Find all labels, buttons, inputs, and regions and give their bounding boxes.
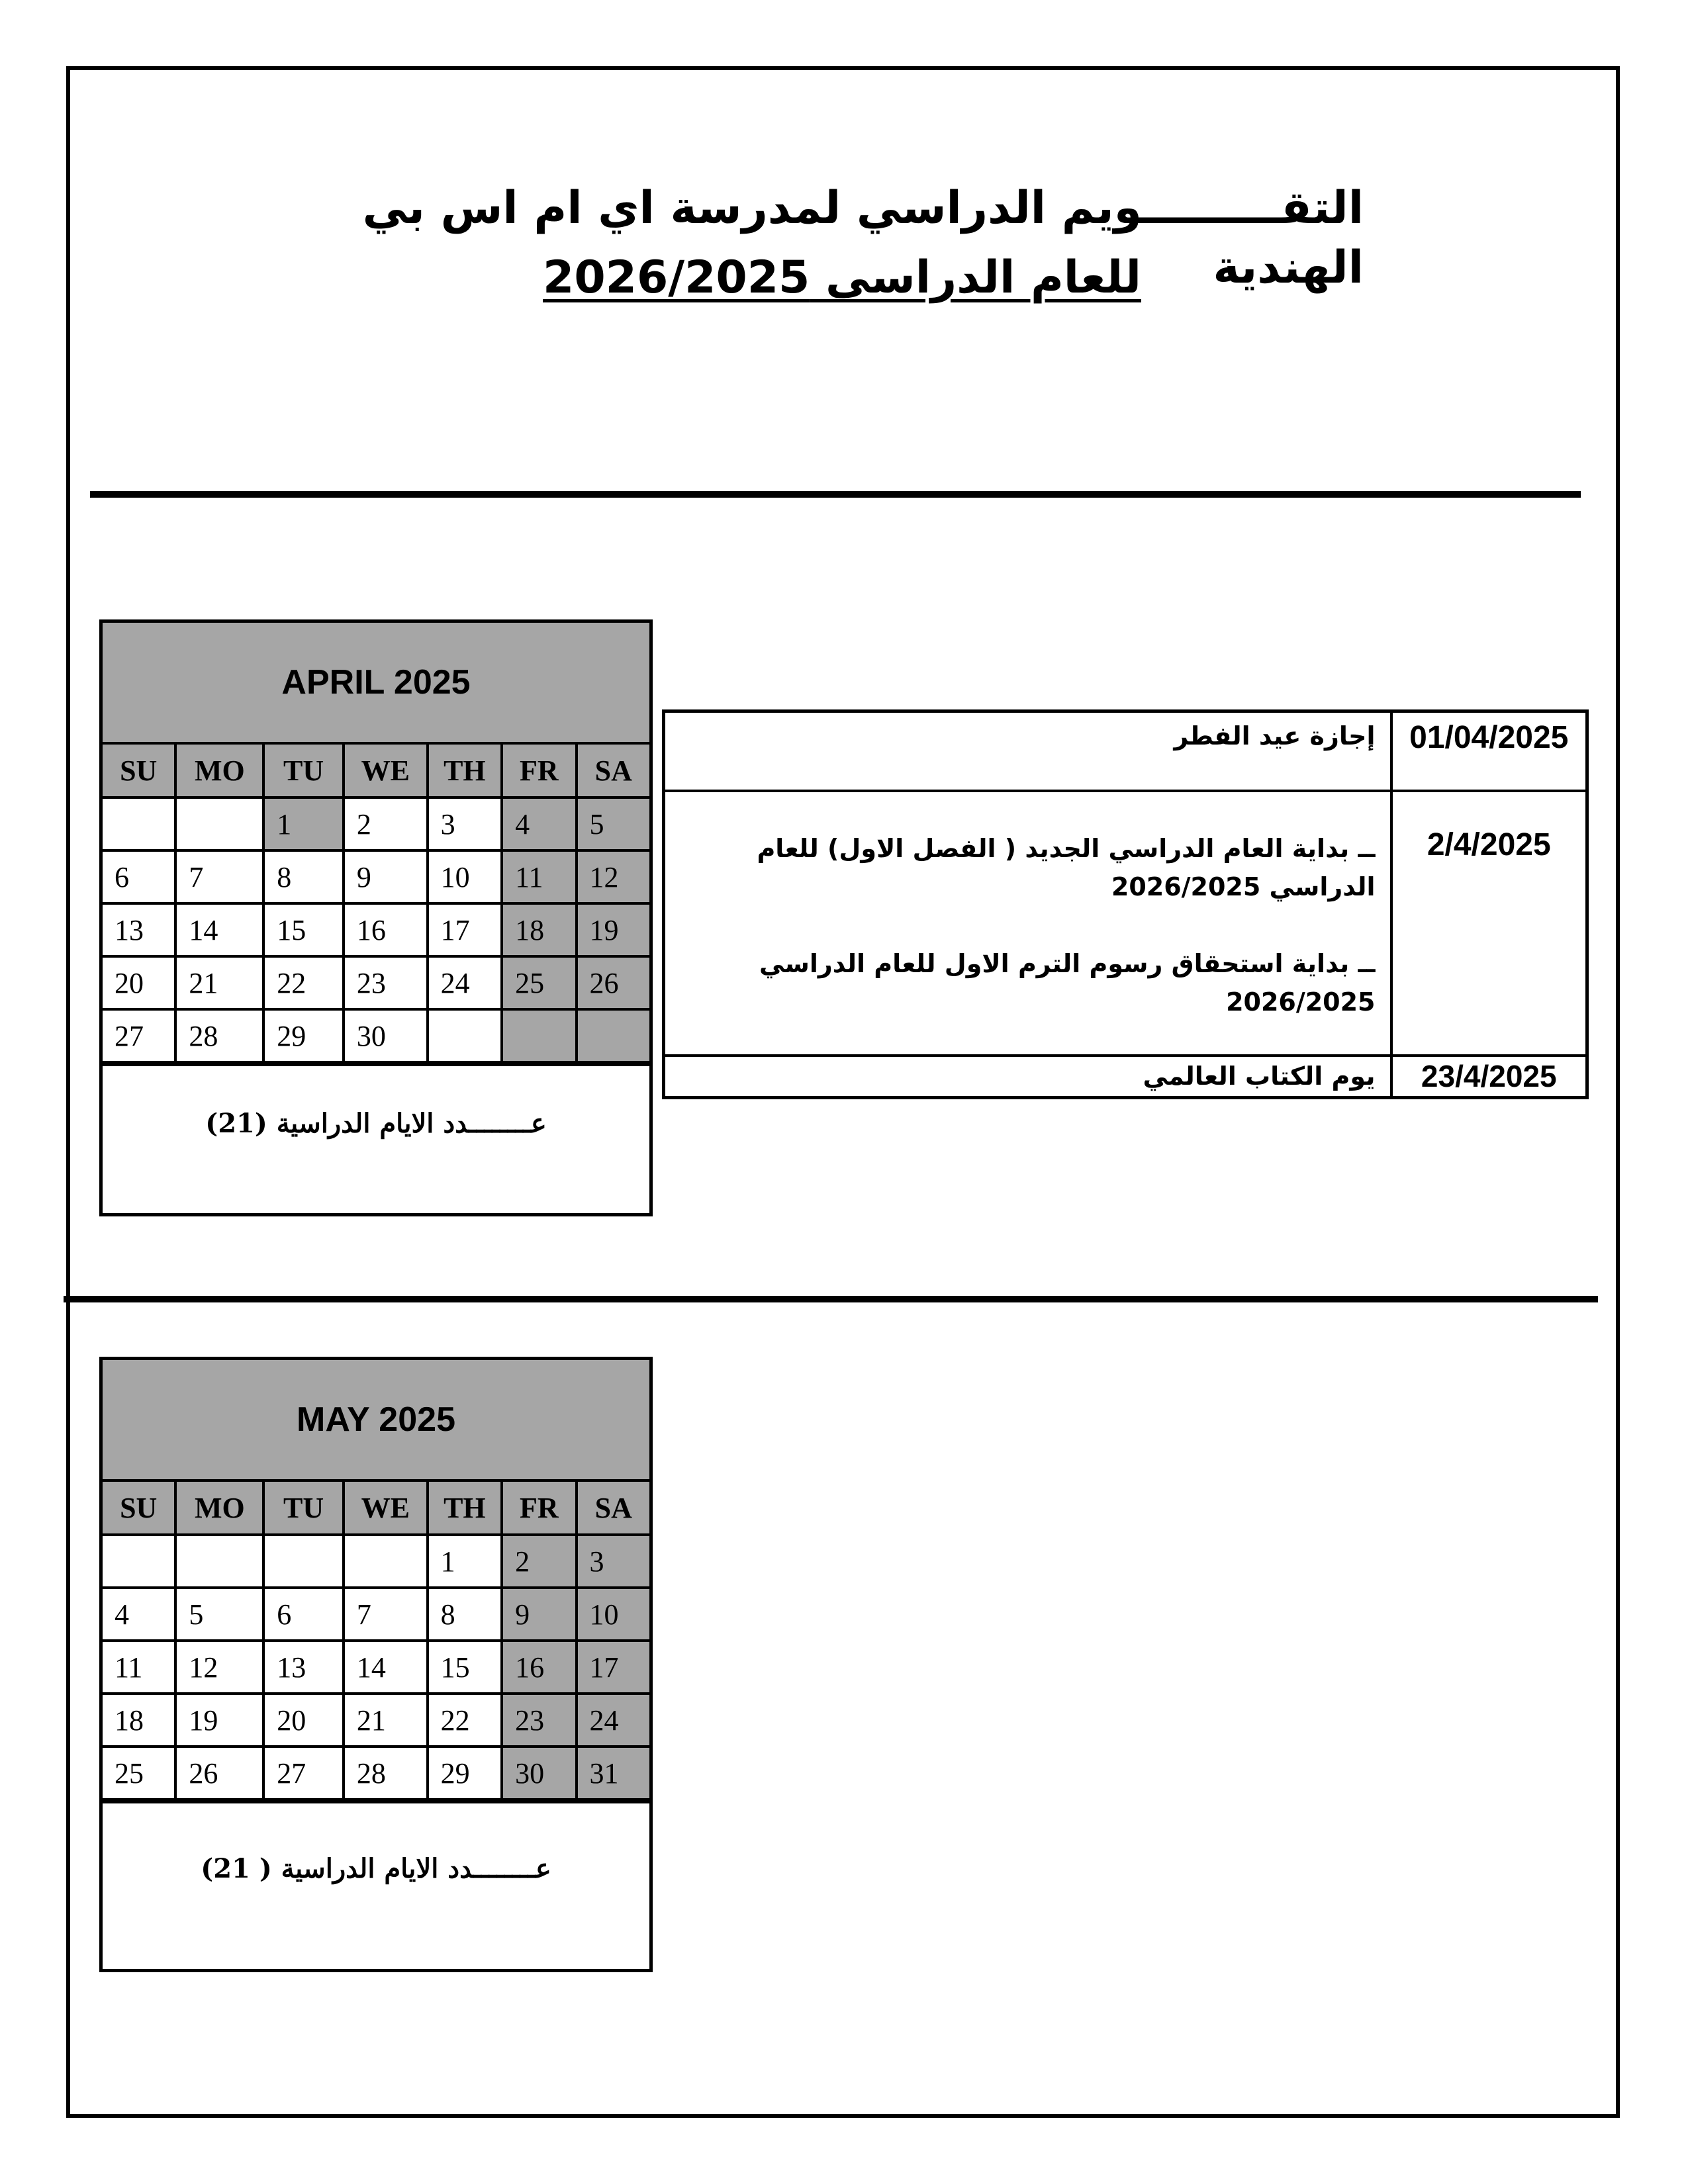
weekday-sa: SA <box>577 745 649 797</box>
calendar-day: 15 <box>428 1641 502 1694</box>
calendar-day: 29 <box>428 1747 502 1799</box>
weekday-header-row <box>103 745 649 797</box>
calendar-day: 15 <box>263 903 344 956</box>
calendar-day: 24 <box>577 1694 649 1747</box>
event-description <box>664 1056 1391 1098</box>
calendar-day: 7 <box>344 1588 428 1641</box>
calendar-week-row <box>103 850 649 903</box>
calendar-day: 17 <box>428 903 502 956</box>
calendar-day: 27 <box>263 1747 344 1799</box>
school-days-count: عــــــــدد الايام الدراسية (21) <box>103 1064 649 1180</box>
weekday-th: TH <box>428 1482 502 1535</box>
calendar-empty-cell <box>577 1009 649 1062</box>
calendar-day: 29 <box>263 1009 344 1062</box>
calendar-day: 28 <box>175 1009 263 1062</box>
calendar-day: 26 <box>175 1747 263 1799</box>
calendar-empty-cell <box>428 1009 502 1062</box>
calendar-day: 14 <box>344 1641 428 1694</box>
calendar-day: 17 <box>577 1641 649 1694</box>
calendar-week-row <box>103 956 649 1009</box>
event-date: 23/4/2025 <box>1391 1056 1587 1098</box>
calendar-week-row <box>103 1009 649 1062</box>
calendar-empty-cell <box>175 797 263 850</box>
weekday-sa: SA <box>577 1482 649 1535</box>
calendar-day: 21 <box>175 956 263 1009</box>
calendar-day: 9 <box>344 850 428 903</box>
calendar-empty-cell <box>263 1535 344 1588</box>
event-description <box>664 791 1391 1056</box>
calendar-day: 25 <box>103 1747 175 1799</box>
calendar-day: 8 <box>428 1588 502 1641</box>
calendar-month-title: MAY 2025 <box>103 1360 649 1482</box>
calendar-day: 20 <box>103 956 175 1009</box>
event-row <box>664 1056 1587 1098</box>
calendar-grid <box>103 745 649 1064</box>
weekday-su: SU <box>103 1482 175 1535</box>
calendar-day: 16 <box>344 903 428 956</box>
weekday-tu: TU <box>263 745 344 797</box>
calendar-day: 19 <box>175 1694 263 1747</box>
events-table <box>662 709 1589 1099</box>
weekday-mo: MO <box>175 745 263 797</box>
calendar-week-row <box>103 1535 649 1588</box>
calendar-day: 11 <box>103 1641 175 1694</box>
calendar-day: 2 <box>502 1535 576 1588</box>
calendar-empty-cell <box>103 797 175 850</box>
calendar-day: 28 <box>344 1747 428 1799</box>
top-divider <box>90 491 1581 498</box>
middle-divider <box>64 1296 1598 1302</box>
academic-year-subtitle: للعام الدراسى 2026/2025 <box>543 251 1141 304</box>
calendar-empty-cell <box>344 1535 428 1588</box>
calendar-day: 23 <box>344 956 428 1009</box>
weekday-fr: FR <box>502 745 576 797</box>
calendar-day: 24 <box>428 956 502 1009</box>
calendar-day: 3 <box>577 1535 649 1588</box>
calendar-day: 1 <box>263 797 344 850</box>
weekday-we: WE <box>344 1482 428 1535</box>
event-item: ــ بداية العام الدراسي الجديد ( الفصل الاول) للعام الدراسي 2026/2025 <box>757 833 1376 901</box>
calendar-day: 27 <box>103 1009 175 1062</box>
calendar-day: 13 <box>103 903 175 956</box>
calendar-day: 3 <box>428 797 502 850</box>
calendar-day: 20 <box>263 1694 344 1747</box>
calendar-day: 13 <box>263 1641 344 1694</box>
calendar-day: 10 <box>428 850 502 903</box>
calendar-day: 1 <box>428 1535 502 1588</box>
calendar-day: 8 <box>263 850 344 903</box>
calendar-day: 22 <box>263 956 344 1009</box>
calendar-day: 10 <box>577 1588 649 1641</box>
event-description <box>664 711 1391 791</box>
calendar-day: 14 <box>175 903 263 956</box>
calendar-week-row <box>103 1747 649 1799</box>
event-row <box>664 711 1587 791</box>
weekday-fr: FR <box>502 1482 576 1535</box>
event-row <box>664 791 1587 1056</box>
calendar-week-row <box>103 1694 649 1747</box>
event-date: 01/04/2025 <box>1391 711 1587 791</box>
weekday-tu: TU <box>263 1482 344 1535</box>
calendar-empty-cell <box>103 1535 175 1588</box>
calendar-month-title: APRIL 2025 <box>103 623 649 745</box>
calendar-day: 9 <box>502 1588 576 1641</box>
calendar-week-row <box>103 1641 649 1694</box>
calendar-empty-cell <box>175 1535 263 1588</box>
calendar-april <box>99 619 653 1216</box>
calendar-day: 26 <box>577 956 649 1009</box>
event-date: 2/4/2025 <box>1391 791 1587 1056</box>
weekday-su: SU <box>103 745 175 797</box>
calendar-day: 19 <box>577 903 649 956</box>
weekday-header-row <box>103 1482 649 1535</box>
calendar-day: 12 <box>577 850 649 903</box>
event-item: يوم الكتاب العالمي <box>1143 1062 1376 1091</box>
calendar-day: 11 <box>502 850 576 903</box>
calendar-week-row <box>103 797 649 850</box>
calendar-day: 22 <box>428 1694 502 1747</box>
calendar-day: 4 <box>103 1588 175 1641</box>
calendar-day: 7 <box>175 850 263 903</box>
weekday-mo: MO <box>175 1482 263 1535</box>
calendar-may <box>99 1357 653 1972</box>
event-item: إجازة عيد الفطر <box>1174 721 1376 751</box>
calendar-week-row <box>103 903 649 956</box>
calendar-day: 6 <box>263 1588 344 1641</box>
calendar-day: 6 <box>103 850 175 903</box>
calendar-day: 31 <box>577 1747 649 1799</box>
calendar-day: 4 <box>502 797 576 850</box>
weekday-we: WE <box>344 745 428 797</box>
calendar-grid <box>103 1482 649 1801</box>
calendar-day: 5 <box>577 797 649 850</box>
page-title: التقـــــــــويم الدراسي لمدرسة اي ام اس بي الهندية <box>362 182 1364 294</box>
calendar-day: 12 <box>175 1641 263 1694</box>
school-days-count: عــــــــدد الايام الدراسية ( 21) <box>103 1801 649 1933</box>
calendar-day: 18 <box>103 1694 175 1747</box>
calendar-day: 2 <box>344 797 428 850</box>
calendar-day: 18 <box>502 903 576 956</box>
calendar-day: 25 <box>502 956 576 1009</box>
calendar-day: 16 <box>502 1641 576 1694</box>
event-item: ــ بداية استحقاق رسوم الترم الاول للعام الدراسي 2026/2025 <box>759 948 1376 1017</box>
calendar-day: 5 <box>175 1588 263 1641</box>
weekday-th: TH <box>428 745 502 797</box>
calendar-week-row <box>103 1588 649 1641</box>
calendar-day: 30 <box>344 1009 428 1062</box>
calendar-day: 23 <box>502 1694 576 1747</box>
calendar-day: 30 <box>502 1747 576 1799</box>
calendar-empty-cell <box>502 1009 576 1062</box>
calendar-day: 21 <box>344 1694 428 1747</box>
